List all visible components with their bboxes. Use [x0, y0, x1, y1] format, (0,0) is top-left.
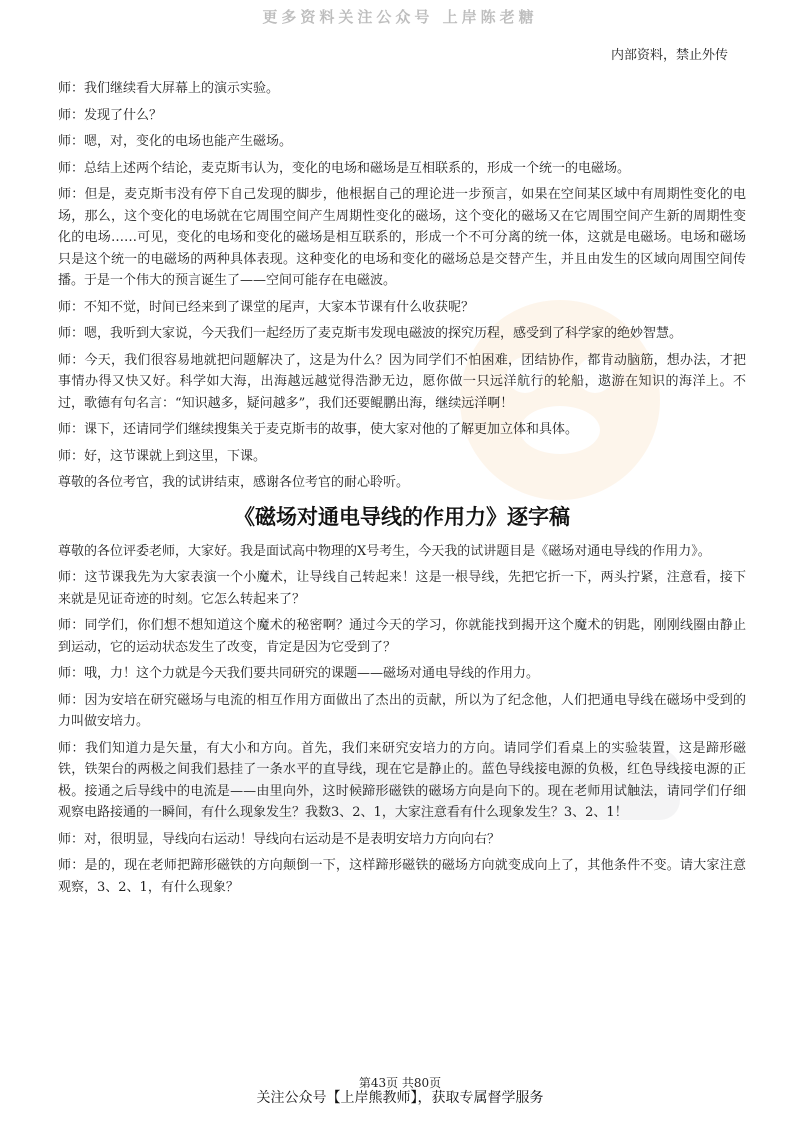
paragraph: 师：对，很明显，导线向右运动！导线向右运动是不是表明安培力方向向右？	[58, 831, 501, 847]
header-watermark: 更多资料关注公众号 上岸陈老糖	[262, 8, 538, 26]
paragraph: 尊敬的各位评委老师，大家好。我是面试高中物理的X号考生，今天我的试讲题目是《磁场对通电导线的作用力》。	[58, 543, 711, 559]
section-title: 《磁场对通电导线的作用力》逐字稿	[234, 504, 570, 529]
paragraph: 师：总结上述两个结论，麦克斯韦认为，变化的电场和磁场是互相联系的，形成一个统一的电磁场。	[58, 160, 631, 176]
paragraph: 师：今天，我们很容易地就把问题解决了，这是为什么？因为同学们不怕困难，团结协作，都肯动脑筋，想办法，才把事情办得又快又好。科学如大海，出海越远越觉得浩渺无边，愿你做一只远洋航行的轮船，遨游在知识的海洋上。不过，歌德有句名言：“知识越多，疑问越多”，我们还要鲲鹏出海，继续远洋啊！	[58, 352, 746, 411]
paragraph: 师：但是，麦克斯韦没有停下自己发现的脚步，他根据自己的理论进一步预言，如果在空间某区域中有周期性变化的电场，那么，这个变化的电场就在它周围空间产生周期性变化的磁场，这个变化的磁场又在它周围空间产生新的周期性变化的电场……可见，变化的电场和变化的磁场是相互联系的，形成一个不可分离的统一体，这就是电磁场。电场和磁场只是这个统一的电磁场的两种具体表现。这种变化的电场和变化的磁场总是交替产生，并且由发生的区域向周围空间传播。于是一个伟大的预言诞生了——空间可能存在电磁波。	[58, 187, 746, 288]
confidential-notice: 内部资料，禁止外传	[610, 48, 728, 63]
footer-promo: 关注公众号【上岸熊教师】，获取专属督学服务	[256, 1090, 544, 1106]
paragraphs-after	[58, 541, 746, 899]
paragraph: 师：嗯，对，变化的电场也能产生磁场。	[58, 134, 293, 149]
paragraph: 师：嗯，我听到大家说，今天我们一起经历了麦克斯韦发现电磁波的探究历程，感受到了科学家的绝妙智慧。	[58, 326, 683, 341]
paragraph: 师：因为安培在研究磁场与电流的相互作用方面做出了杰出的贡献，所以为了纪念他，人们把通电导线在磁场中受到的力叫做安培力。	[58, 692, 746, 729]
page-number: 第43页 共80页	[358, 1076, 442, 1090]
paragraph: 师：课下，还请同学们继续搜集关于麦克斯韦的故事，使大家对他的了解更加立体和具体。	[58, 422, 579, 437]
paragraph: 师：我们知道力是矢量，有大小和方向。首先，我们来研究安培力的方向。请同学们看桌上的实验装置，这是蹄形磁铁，铁架台的两极之间我们悬挂了一条水平的直导线，现在它是静止的。蓝色导线接电源的负极，红色导线接电源的正极。接通之后导线中的电流是——由里向外，这时候蹄形磁铁的磁场方向是向下的。现在老师用试触法，请同学们仔细观察电路接通的一瞬间，有什么现象发生？我数3、2、1，大家注意看有什么现象发生？3、2、1！	[58, 740, 746, 820]
paragraphs-before	[58, 78, 746, 494]
paragraph: 师：发现了什么？	[58, 107, 163, 123]
paragraph: 师：好，这节课就上到这里，下课。	[58, 448, 267, 464]
paragraph: 师：同学们，你们想不想知道这个魔术的秘密啊？通过今天的学习，你就能找到揭开这个魔术的钥匙，刚刚线圈由静止到运动，它的运动状态发生了改变，肯定是因为它受到了？	[58, 618, 746, 655]
paragraph: 尊敬的各位考官，我的试讲结束，感谢各位考官的耐心聆听。	[58, 475, 410, 490]
paragraph: 师：哦，力！这个力就是今天我们要共同研究的课题——磁场对通电导线的作用力。	[58, 666, 540, 681]
paragraph: 师：我们继续看大屏幕上的演示实验。	[58, 81, 280, 96]
paragraph: 师：不知不觉，时间已经来到了课堂的尾声，大家本节课有什么收获呢？	[58, 299, 475, 315]
paragraph: 师：是的，现在老师把蹄形磁铁的方向颠倒一下，这样蹄形磁铁的磁场方向就变成向上了，其他条件不变。请大家注意观察，3、2、1，有什么现象？	[58, 858, 746, 895]
paragraph: 师：这节课我先为大家表演一个小魔术，让导线自己转起来！这是一根导线，先把它折一下，两头拧紧，注意看，接下来就是见证奇迹的时刻。它怎么转起来了？	[58, 570, 746, 607]
document-body	[58, 78, 746, 903]
